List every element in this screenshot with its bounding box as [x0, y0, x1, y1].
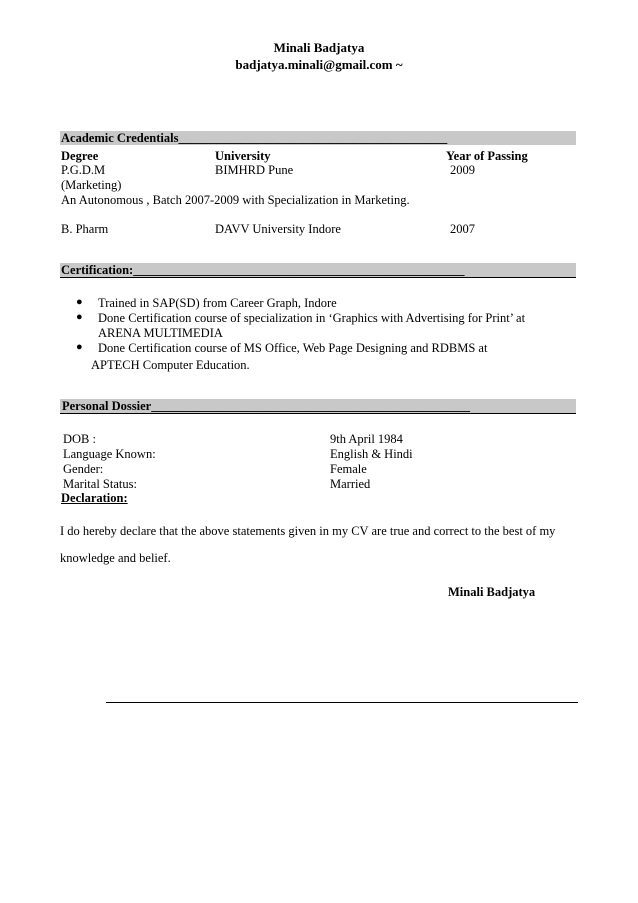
col-header-university: University	[215, 149, 271, 163]
bullet-icon: ●	[76, 296, 83, 308]
candidate-email: badjatya.minali@gmail.com ~	[235, 57, 403, 72]
marital-label: Marital Status:	[63, 477, 137, 491]
year-cell: 2009	[450, 163, 475, 177]
university-cell: BIMHRD Pune	[215, 163, 294, 177]
footer-divider	[106, 702, 578, 703]
candidate-name: Minali Badjatya	[273, 40, 365, 55]
personal-section-title: Personal Dossier___________________________________________________	[62, 399, 470, 413]
list-item: ● Done Certification course of MS Office, Web Page Designing and RDBMS at	[76, 341, 488, 355]
degree-note-line1: (Marketing)	[61, 178, 122, 192]
year-cell: 2007	[450, 222, 475, 236]
degree-cell: P.G.D.M	[61, 163, 106, 177]
certification-list	[76, 296, 526, 356]
col-header-year: Year of Passing	[446, 149, 528, 163]
bullet-icon: ●	[76, 311, 83, 323]
signature-name: Minali Badjatya	[448, 585, 536, 599]
list-item: ● Trained in SAP(SD) from Career Graph, Indore	[76, 296, 337, 310]
certification-continuation: APTECH Computer Education.	[91, 358, 250, 372]
declaration-title: Declaration:	[61, 491, 128, 505]
gender-label: Gender:	[63, 462, 104, 476]
language-label: Language Known:	[63, 447, 156, 461]
certification-section-title: Certification:_____________________________________________________	[61, 263, 465, 277]
declaration-text: I do hereby declare that the above statements given in my CV are true and correct to the best of my knowledge and belief.	[60, 524, 556, 565]
dob-label: DOB :	[63, 432, 96, 446]
marital-value: Married	[330, 477, 371, 491]
language-value: English & Hindi	[330, 447, 413, 461]
bullet-icon: ●	[76, 341, 83, 353]
university-cell: DAVV University Indore	[215, 222, 341, 236]
degree-cell: B. Pharm	[61, 222, 109, 236]
col-header-degree: Degree	[61, 149, 99, 163]
academic-section-title: Academic Credentials___________________________________________	[61, 131, 448, 145]
gender-value: Female	[330, 462, 367, 476]
dob-value: 9th April 1984	[330, 432, 403, 446]
list-item: ● Done Certification course of specialization in ‘Graphics with Advertising for Print’ at ARENA MULTIMEDIA	[76, 311, 526, 340]
degree-note-line2: An Autonomous , Batch 2007-2009 with Specialization in Marketing.	[61, 193, 410, 207]
